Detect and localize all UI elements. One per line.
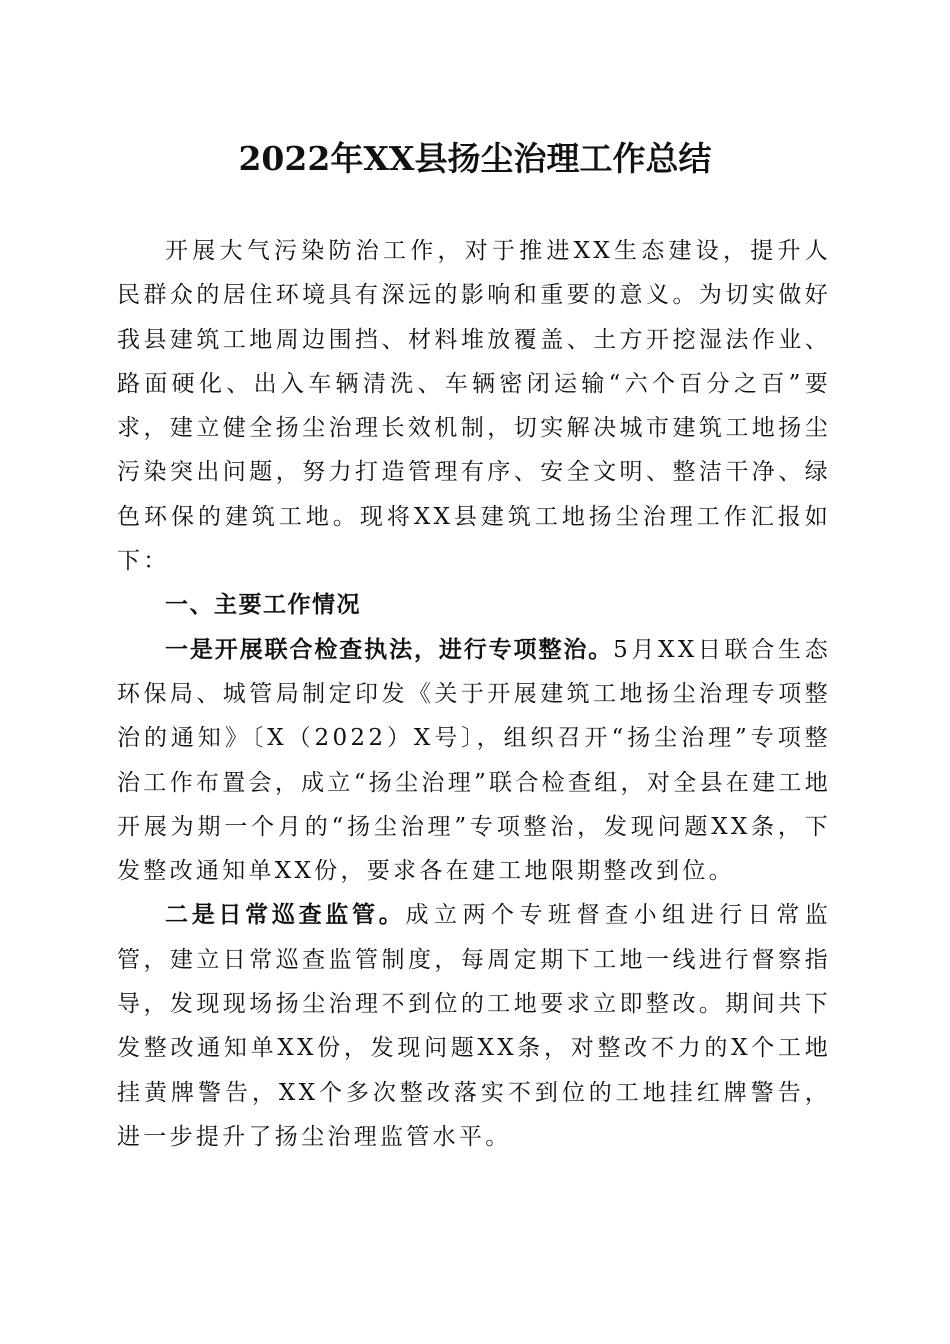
paragraph-text: 5月XX日联合生态环保局、城管局制定印发《关于开展建筑工地扬尘治理专项整治的通知》〔X（2022）X号〕，组织召开“扬尘治理”专项整治工作布置会，成立“扬尘治理”联合检查组，对全县在建工地开展为期一个月的“扬尘治理”专项整治，发现问题XX条，下发整改通知单XX份，要求各在建工地限期整改到位。 [117, 636, 831, 885]
intro-paragraph: 开展大气污染防治工作，对于推进XX生态建设，提升人民群众的居住环境具有深远的影响和重要的意义。为切实做好我县建筑工地周边围挡、材料堆放覆盖、土方开挖湿法作业、路面硬化、出入车辆清洗、车辆密闭运输“六个百分之百”要求，建立健全扬尘治理长效机制，切实解决城市建筑工地扬尘污染突出问题，努力打造管理有序、安全文明、整洁干净、绿色环保的建筑工地。现将XX县建筑工地扬尘治理工作汇报如下： [117, 238, 831, 575]
paragraph-joint-inspection [117, 628, 831, 894]
document-body [117, 229, 831, 1159]
section-heading: 一、主要工作情况 [165, 592, 361, 619]
document-title: 2022年XX县扬尘治理工作总结 [238, 139, 712, 178]
paragraph-daily-patrol [117, 893, 831, 1159]
paragraph-lead: 一是开展联合检查执法，进行专项整治。 [165, 636, 614, 663]
paragraph-text: 成立两个专班督查小组进行日常监管，建立日常巡查监管制度，每周定期下工地一线进行督察指导，发现现场扬尘治理不到位的工地要求立即整改。期间共下发整改通知单XX份，发现问题XX条，对整改不力的X个工地挂黄牌警告，XX个多次整改落实不到位的工地挂红牌警告，进一步提升了扬尘治理监管水平。 [117, 902, 832, 1150]
paragraph-lead: 二是日常巡查监管。 [165, 902, 406, 929]
